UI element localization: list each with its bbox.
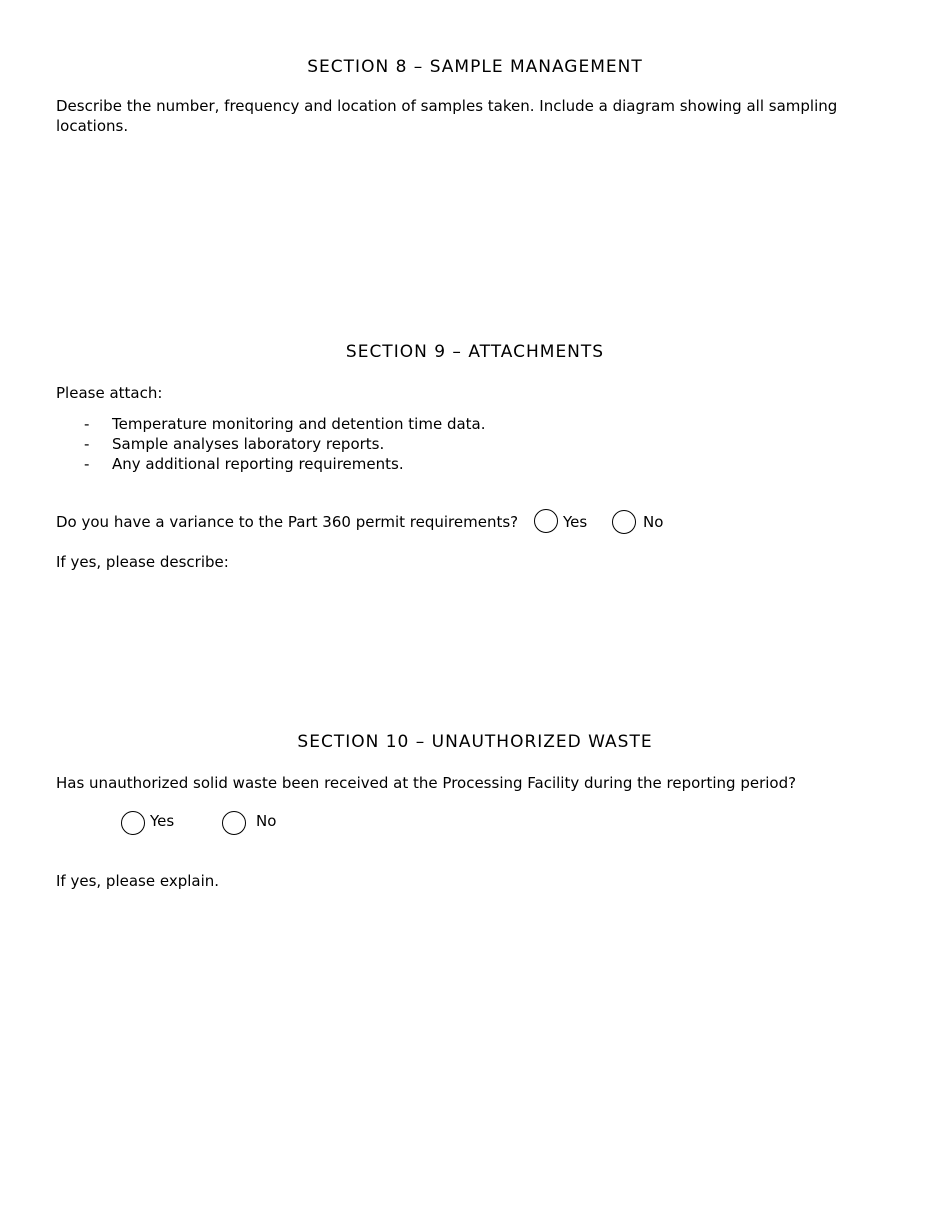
section-8-heading: SECTION 8 – SAMPLE MANAGEMENT	[307, 57, 643, 77]
unauthorized-explain-label: If yes, please explain.	[56, 872, 220, 890]
variance-describe-label: If yes, please describe:	[56, 553, 229, 571]
unauthorized-question: Has unauthorized solid waste been received at the Processing Facility during the reporting period?	[56, 774, 797, 792]
unauthorized-no-radio[interactable]	[222, 811, 246, 835]
list-bullet: -	[84, 455, 90, 473]
variance-yes-radio[interactable]	[534, 509, 558, 533]
unauthorized-yes-radio[interactable]	[121, 811, 145, 835]
list-bullet: -	[84, 415, 90, 433]
list-item: Temperature monitoring and detention time data.	[112, 415, 486, 433]
variance-question: Do you have a variance to the Part 360 permit requirements?	[56, 513, 519, 531]
section-9-heading: SECTION 9 – ATTACHMENTS	[345, 342, 605, 362]
variance-no-radio[interactable]	[612, 510, 636, 534]
list-bullet: -	[84, 435, 90, 453]
list-item: Sample analyses laboratory reports.	[112, 435, 385, 453]
attach-label: Please attach:	[56, 384, 163, 402]
unauthorized-no-label: No	[256, 812, 277, 830]
section-10-heading: SECTION 10 – UNAUTHORIZED WASTE	[297, 732, 653, 752]
list-item: Any additional reporting requirements.	[112, 455, 404, 473]
section-8-description: Describe the number, frequency and location of samples taken. Include a diagram showing all sampling locations.	[56, 97, 838, 135]
variance-yes-label: Yes	[563, 513, 588, 531]
variance-no-label: No	[643, 513, 664, 531]
unauthorized-yes-label: Yes	[150, 812, 175, 830]
